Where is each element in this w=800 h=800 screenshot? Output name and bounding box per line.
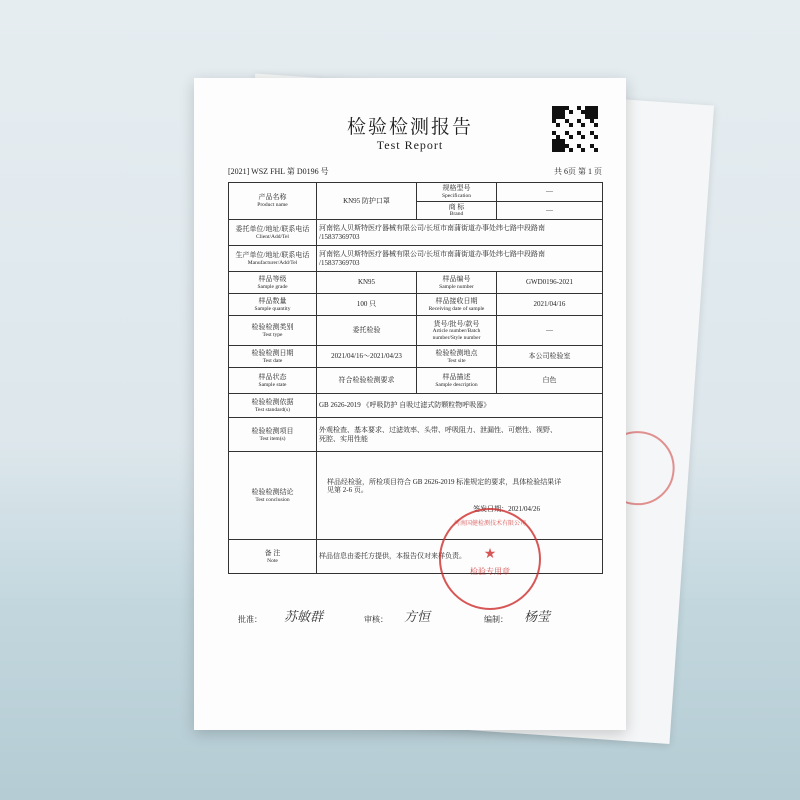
spec-label: 规格型号 Specification [417,183,497,202]
test-conclusion-label: 检验检测结论 Test conclusion [229,452,317,540]
note-label: 备 注 Note [229,540,317,574]
test-type-value: 委托检验 [317,316,417,346]
stamp-center-text: 检验专用章 [470,567,510,576]
official-seal-stamp [439,508,541,610]
test-standard-label: 检验检测依据 Test standard(s) [229,394,317,418]
sample-grade-value: KN95 [317,272,417,294]
sample-description-label: 样品描述 Sample description [417,368,497,394]
sample-state-value: 符合检验检测要求 [317,368,417,394]
table-row [229,246,603,272]
table-row [229,368,603,394]
report-title-en: Test Report [376,138,444,152]
table-row [229,183,603,202]
test-type-label: 检验检测类别 Test type [229,316,317,346]
table-row [229,294,603,316]
test-site-label: 检验检测地点 Test site [417,346,497,368]
report-page [194,78,626,730]
page-info: 共 6页 第 1 页 [554,167,602,176]
sample-state-label: 样品状态 Sample state [229,368,317,394]
document-number: [2021] WSZ FHL 第 D0196 号 [228,167,329,176]
table-row [229,272,603,294]
table-row [229,220,603,246]
brand-value: — [497,201,603,220]
sample-grade-label: 样品等级 Sample grade [229,272,317,294]
test-items-value: 外观检查、基本要求、过滤效率、头带、呼吸阻力、泄漏性、可燃性、视野、 死腔、实用性能 [317,418,603,452]
table-row [229,394,603,418]
article-number-label: 货号/批号/款号 Article number/Batch number/Style number [417,316,497,346]
article-number-value: — [497,316,603,346]
product-name-label: 产品名称 Product name [229,183,317,220]
report-table [228,182,603,574]
test-date-label: 检验检测日期 Test date [229,346,317,368]
sample-quantity-label: 样品数量 Sample quantity [229,294,317,316]
sample-quantity-value: 100 只 [317,294,417,316]
sample-description-value: 白色 [497,368,603,394]
brand-label: 商 标 Brand [417,201,497,220]
issue-date: 签发日期：2021/04/26 [473,505,540,514]
approve-label: 批准： [238,615,262,624]
sample-number-value: GWD0196-2021 [497,272,603,294]
prepare-label: 编制： [484,615,508,624]
test-items-label: 检验检测项目 Test item(s) [229,418,317,452]
manufacturer-value: 河南铭人贝斯特医疗器械有限公司/长垣市南蒲街道办事处纬七路中段路南 /15837369703 [317,246,603,272]
table-row [229,452,603,540]
stamp-star-icon: ★ [483,547,497,562]
test-date-value: 2021/04/16～2021/04/23 [317,346,417,368]
test-standard-value: GB 2626-2019 《呼吸防护 自吸过滤式防颗粒物呼吸器》 [317,394,603,418]
client-value: 河南铭人贝斯特医疗器械有限公司/长垣市南蒲街道办事处纬七路中段路南 /15837369703 [317,220,603,246]
test-site-value: 本公司检验室 [497,346,603,368]
spec-value: — [497,183,603,202]
table-row [229,540,603,574]
report-title-cn: 检验检测报告 [346,117,473,138]
approve-signature: 苏敏群 [284,610,324,625]
manufacturer-label: 生产单位/地址/联系电话 Manufacturer/Add/Tel [229,246,317,272]
receiving-date-value: 2021/04/16 [497,294,603,316]
table-row [229,346,603,368]
client-label: 委托单位/地址/联系电话 Client/Add/Tel [229,220,317,246]
test-conclusion-value: 样品经检验，所检项目符合 GB 2626-2019 标准规定的要求，具体检验结果详 见第 2-6 页。 签发日期：2021/04/26 [317,452,603,540]
table-row [229,316,603,346]
stamp-arc-text: 河南国健检测技术有限公司 [453,521,526,527]
receiving-date-label: 样品接收日期 Receiving date of sample [417,294,497,316]
sample-number-label: 样品编号 Sample number [417,272,497,294]
product-name-value: KN95 防护口罩 [317,183,417,220]
table-row [229,418,603,452]
qr-code-icon [552,106,598,152]
review-label: 审核： [364,615,388,624]
prepare-signature: 杨莹 [524,610,551,625]
note-value: 样品信息由委托方提供，本报告仅对来样负责。 [317,540,603,574]
review-signature: 方恒 [404,610,431,625]
